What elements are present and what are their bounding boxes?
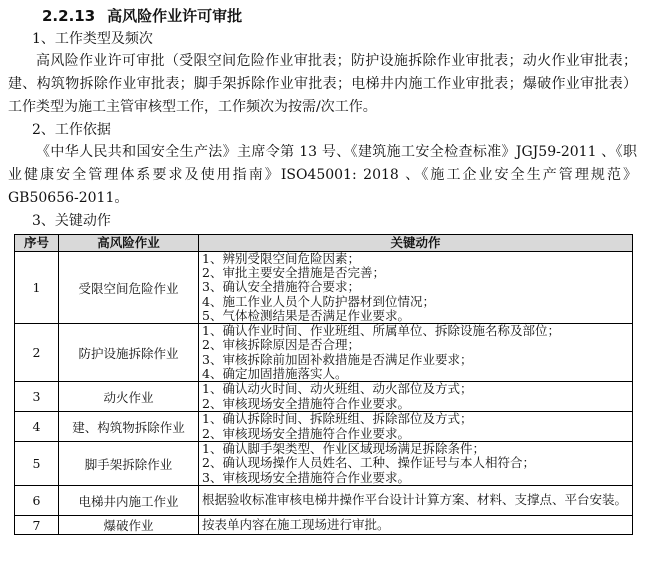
action-item: 1、确认作业时间、作业班组、所属单位、拆除设施名称及部位；: [202, 323, 560, 339]
action-item: 2、审核拆除原因是否合理；: [202, 337, 360, 353]
row-number: 3: [15, 382, 59, 412]
paragraph-basis: 《中华人民共和国安全生产法》主席令第 13 号、《建筑施工安全检查标准》JGJ59-2011 、《职业健康安全管理体系要求及使用指南》ISO45001: 2018 、《施工企业安全生产管理规范》GB50656-2011。: [8, 144, 637, 206]
action-item: 2、审核现场安全措施符合作业要求。: [202, 395, 410, 411]
table-row: [15, 442, 633, 486]
action-item: 4、施工作业人员个人防护器材到位情况；: [202, 293, 435, 309]
row-number: 5: [15, 442, 59, 486]
action-item: 1、确认脚手架类型、作业区域现场满足拆除条件；: [202, 441, 485, 457]
row-work-name: 受限空间危险作业: [59, 252, 199, 324]
paragraph-work-type: 高风险作业许可审批（受限空间危险作业审批表；防护设施拆除作业审批表；动火作业审批表；建、构筑物拆除作业审批表；脚手架拆除作业审批表；电梯井内施工作业审批表；爆破作业审批表）工作类型为施工主管审核型工作，工作频次为按需/次工作。: [8, 53, 637, 115]
action-item: 按表单内容在施工现场进行审批。: [202, 516, 390, 532]
row-work-name: 电梯井内施工作业: [59, 486, 199, 516]
action-item: 2、确认现场操作人员姓名、工种、操作证号与本人相符合；: [202, 455, 535, 471]
action-item: 2、审批主要安全措施是否完善；: [202, 265, 385, 281]
row-actions: [199, 412, 633, 442]
row-number: 4: [15, 412, 59, 442]
action-item: 3、审核拆除前加固补救措施是否满足作业要求；: [202, 351, 473, 367]
row-actions: [199, 382, 633, 412]
row-number: 7: [15, 516, 59, 535]
subheading-key-actions: 3、关键动作: [32, 213, 111, 229]
row-actions: [199, 486, 633, 516]
row-number: 2: [15, 324, 59, 382]
table-row: [15, 486, 633, 516]
action-item: 3、审核现场安全措施符合作业要求。: [202, 469, 410, 485]
section-number: 2.2.13: [42, 7, 96, 25]
row-actions: [199, 516, 633, 535]
row-actions: [199, 442, 633, 486]
table-body: [15, 252, 633, 535]
action-item: 1、确认动火时间、动火班组、动火部位及方式；: [202, 381, 473, 397]
action-item: 1、辨别受限空间危险因素；: [202, 251, 360, 266]
action-item: 根据验收标准审核电梯井操作平台设计计算方案、材料、支撑点、平台安装。: [202, 492, 628, 508]
action-item: 4、确定加固措施落实人。: [202, 365, 348, 381]
subheading-work-type: 1、工作类型及频次: [32, 31, 153, 47]
table-row: [15, 382, 633, 412]
action-item: 5、气体检测结果是否满足作业要求。: [202, 307, 410, 323]
row-work-name: 建、构筑物拆除作业: [59, 412, 199, 442]
action-item: 2、审核现场安全措施符合作业要求。: [202, 425, 410, 441]
row-work-name: 防护设施拆除作业: [59, 324, 199, 382]
row-work-name: 爆破作业: [59, 516, 199, 535]
table-header-row: [15, 235, 633, 252]
section-title: 高风险作业许可审批: [107, 7, 243, 25]
table-row: [15, 252, 633, 324]
table-row: [15, 412, 633, 442]
subheading-basis: 2、工作依据: [32, 122, 111, 138]
header-actions: 关键动作: [199, 235, 633, 252]
row-number: 1: [15, 252, 59, 324]
row-actions: [199, 324, 633, 382]
table-row: [15, 324, 633, 382]
key-actions-table: [14, 234, 633, 535]
row-work-name: 脚手架拆除作业: [59, 442, 199, 486]
table-row: [15, 516, 633, 535]
row-actions: [199, 252, 633, 324]
header-no: 序号: [15, 235, 59, 252]
header-work: 高风险作业: [59, 235, 199, 252]
row-number: 6: [15, 486, 59, 516]
row-work-name: 动火作业: [59, 382, 199, 412]
section-heading: [42, 6, 641, 26]
action-item: 1、确认拆除时间、拆除班组、拆除部位及方式；: [202, 411, 473, 427]
action-item: 3、确认安全措施符合要求；: [202, 279, 360, 295]
